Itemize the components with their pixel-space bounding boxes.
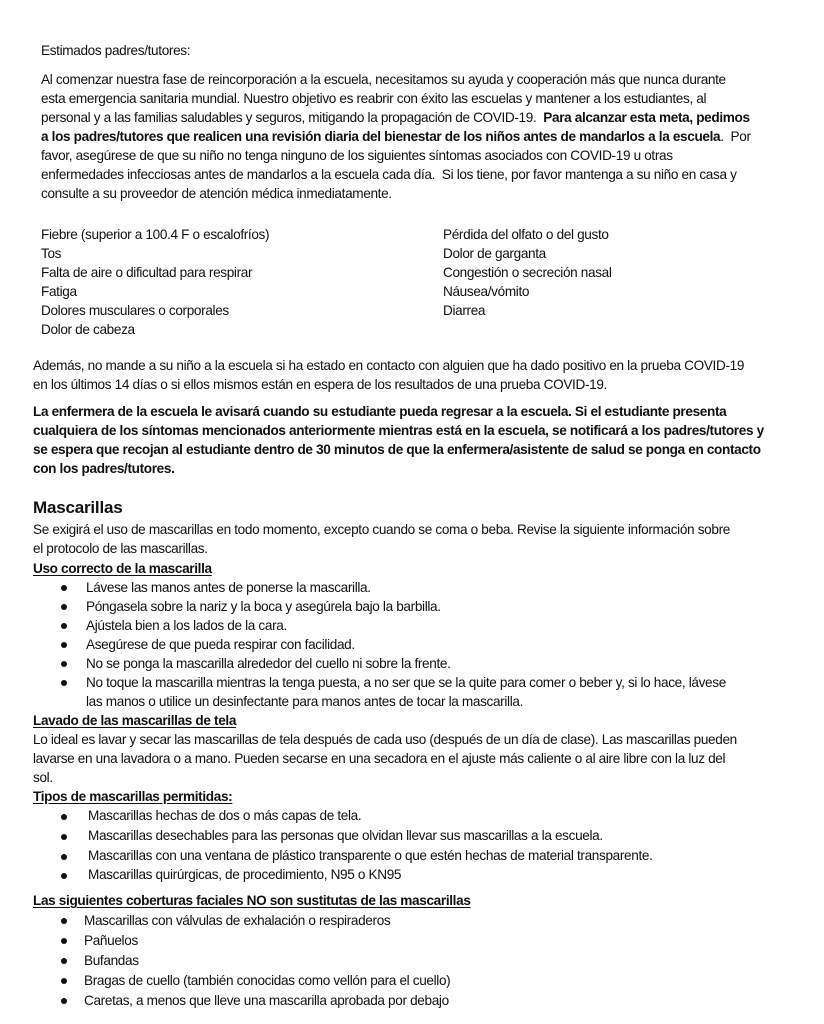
- not-substitute-item: Mascarillas con válvulas de exhalación o respiraderos: [84, 913, 391, 928]
- correct-use-item: No toque la mascarilla mientras la tenga puesta, a no ser que se la quite para comer o beber y, si lo hace, lávese: [86, 675, 726, 690]
- symptom-item: Congestión o secreción nasal: [443, 265, 612, 280]
- symptom-item: Fatiga: [41, 284, 77, 299]
- contact-line: Además, no mande a su niño a la escuela si ha estado en contacto con alguien que ha dado positivo en la prueba COVID-19: [33, 358, 745, 373]
- masks-intro-line: Se exigirá el uso de mascarillas en todo momento, excepto cuando se coma o beba. Revise la siguiente información sobre: [33, 522, 730, 537]
- not-substitute-item: Bragas de cuello (también conocidas como vellón para el cuello): [84, 973, 451, 988]
- not-substitutes-heading: Las siguientes coberturas faciales NO son sustitutas de las mascarillas: [33, 893, 471, 908]
- allowed-type-item: Mascarillas desechables para las personas que olvidan llevar sus mascarillas a la escuela.: [88, 828, 603, 843]
- symptom-item: Pérdida del olfato o del gusto: [443, 227, 609, 242]
- not-substitute-item: Pañuelos: [84, 933, 138, 948]
- allowed-types-heading: Tipos de mascarillas permitidas:: [33, 789, 233, 804]
- bullet-icon: [61, 585, 67, 591]
- symptom-item: Diarrea: [443, 303, 486, 318]
- greeting: Estimados padres/tutores:: [41, 43, 191, 58]
- allowed-type-item: Mascarillas con una ventana de plástico transparente o que estén hechas de material transparente.: [88, 848, 653, 863]
- symptom-item: Dolores musculares o corporales: [41, 303, 229, 318]
- symptom-item: Fiebre (superior a 100.4 F o escalofríos): [41, 227, 270, 242]
- bullet-icon: [61, 854, 67, 860]
- symptom-item: Falta de aire o dificultad para respirar: [41, 265, 253, 280]
- intro-text: . Por: [720, 129, 751, 144]
- masks-intro-line: el protocolo de las mascarillas.: [33, 541, 208, 556]
- symptom-item: Tos: [41, 246, 62, 261]
- symptoms-left-column: [41, 225, 269, 339]
- intro-line: enfermedades infecciosas antes de mandarlos a la escuela cada día. Si los tiene, por favor mantenga a su niño en casa y: [41, 167, 737, 182]
- bullet-icon: [61, 642, 67, 648]
- washing-paragraph: [33, 730, 737, 787]
- not-substitute-item: Caretas, a menos que lleve una mascarilla aprobada por debajo: [84, 993, 449, 1008]
- bullet-icon: [61, 958, 67, 964]
- bullet-icon: [61, 814, 67, 820]
- symptom-item: Dolor de garganta: [443, 246, 546, 261]
- bullet-icon: [61, 661, 67, 667]
- nurse-line: cualquiera de los síntomas mencionados anteriormente mientras está en la escuela, se notificará a los padres/tutores y: [33, 423, 764, 438]
- bullet-icon: [61, 938, 67, 944]
- washing-heading: Lavado de las mascarillas de tela: [33, 713, 237, 728]
- masks-intro: [33, 520, 730, 558]
- washing-line: Lo ideal es lavar y secar las mascarillas de tela después de cada uso (después de un día de clase). Las mascarillas pueden: [33, 732, 737, 747]
- nurse-paragraph: [33, 402, 764, 478]
- intro-text: personal y a las familias saludables y seguros, mitigando la propagación de COVID-19.: [41, 110, 544, 125]
- intro-line: [41, 127, 751, 146]
- bullet-icon: [61, 834, 67, 840]
- correct-use-item: Ajústela bien a los lados de la cara.: [86, 618, 287, 633]
- symptom-item: Náusea/vómito: [443, 284, 530, 299]
- bullet-icon: [61, 604, 67, 610]
- bullet-icon: [61, 918, 67, 924]
- contact-paragraph: [33, 356, 744, 394]
- nurse-line: La enfermera de la escuela le avisará cuando su estudiante pueda regresar a la escuela. Si el estudiante presenta: [33, 404, 727, 419]
- correct-use-heading: Uso correcto de la mascarilla: [33, 561, 212, 576]
- intro-paragraph: [41, 70, 751, 203]
- intro-line: Al comenzar nuestra fase de reincorporación a la escuela, necesitamos su ayuda y cooperación más que nunca durante: [41, 72, 726, 87]
- symptom-item: Dolor de cabeza: [41, 322, 135, 337]
- correct-use-item: No se ponga la mascarilla alrededor del cuello ni sobre la frente.: [86, 656, 451, 671]
- nurse-line: se espera que recojan al estudiante dentro de 30 minutos de que la enfermera/asistente de salud se ponga en contacto: [33, 442, 761, 457]
- bullet-icon: [61, 680, 67, 686]
- intro-line: consulte a su proveedor de atención médica inmediatamente.: [41, 186, 392, 201]
- intro-emphasis: a los padres/tutores que realicen una revisión diaria del bienestar de los niños antes de mandarlos a la escuela: [41, 129, 721, 144]
- washing-line: sol.: [33, 770, 53, 785]
- intro-line: favor, asegúrese de que su niño no tenga ninguno de los siguientes síntomas asociados con COVID-19 u otras: [41, 148, 673, 163]
- intro-emphasis: Para alcanzar esta meta, pedimos: [543, 110, 750, 125]
- allowed-type-item: Mascarillas hechas de dos o más capas de tela.: [88, 808, 362, 823]
- allowed-type-item: Mascarillas quirúrgicas, de procedimiento, N95 o KN95: [88, 867, 402, 882]
- washing-line: lavarse en una lavadora o a mano. Pueden secarse en una secadora en el ajuste más caliente o al aire libre con la luz del: [33, 751, 726, 766]
- bullet-icon: [61, 873, 67, 879]
- masks-heading: Mascarillas: [33, 498, 123, 517]
- symptoms-right-column: [443, 225, 612, 320]
- bullet-icon: [61, 978, 67, 984]
- intro-line: esta emergencia sanitaria mundial. Nuestro objetivo es reabrir con éxito las escuelas y mantener a los estudiantes, al: [41, 91, 707, 106]
- intro-line: [41, 108, 751, 127]
- correct-use-item: Lávese las manos antes de ponerse la mascarilla.: [86, 580, 371, 595]
- correct-use-item: Asegúrese de que pueda respirar con facilidad.: [86, 637, 355, 652]
- correct-use-item-continued: las manos o utilice un desinfectante para manos antes de tocar la mascarilla.: [86, 694, 523, 709]
- bullet-icon: [61, 623, 67, 629]
- correct-use-item: Póngasela sobre la nariz y la boca y asegúrela bajo la barbilla.: [86, 599, 441, 614]
- nurse-line: con los padres/tutores.: [33, 461, 175, 476]
- not-substitute-item: Bufandas: [84, 953, 139, 968]
- contact-line: en los últimos 14 días o si ellos mismos están en espera de los resultados de una prueba COVID-19.: [33, 377, 607, 392]
- bullet-icon: [61, 998, 67, 1004]
